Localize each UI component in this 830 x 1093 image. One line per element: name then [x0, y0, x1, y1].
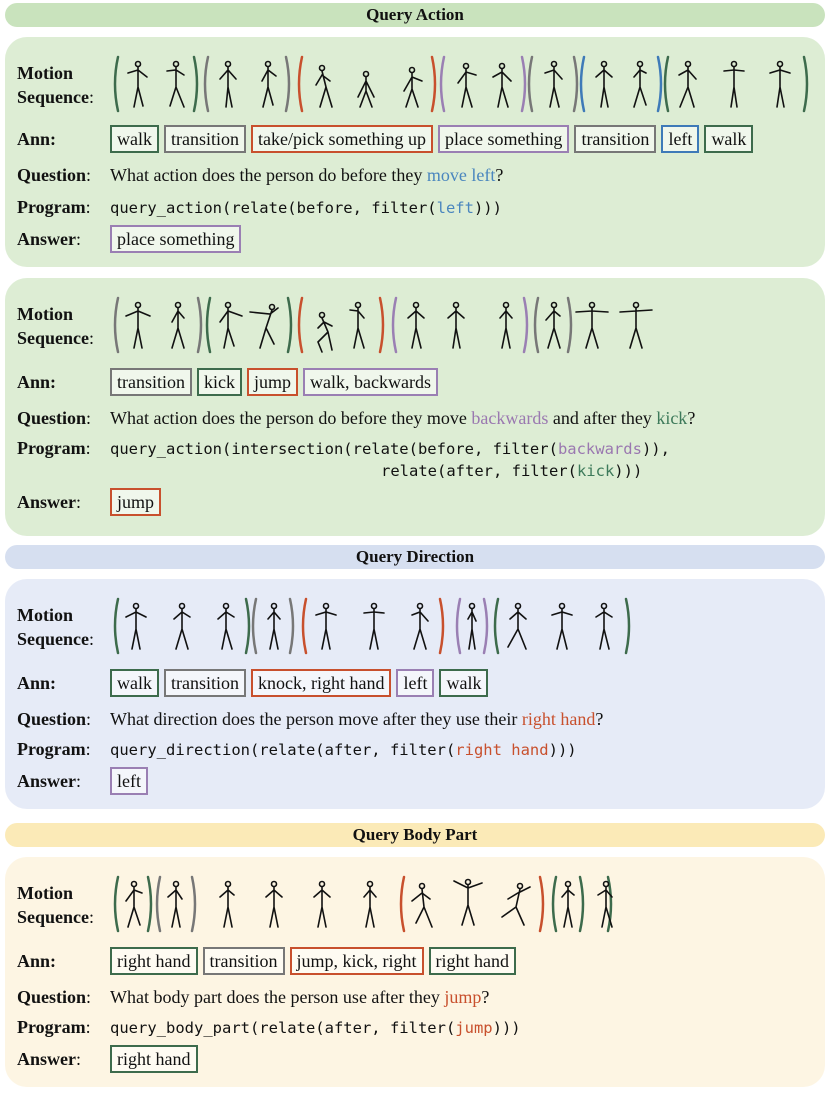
question-text: What action does the person do before they move backwards and after they kick?: [110, 408, 696, 428]
motion-sequence-figures: [110, 873, 650, 939]
program-row: [17, 438, 815, 486]
answer-row: [17, 767, 815, 797]
question-label: Question:: [17, 165, 92, 185]
motion-sequence-row: [17, 601, 815, 661]
question-label: Question:: [17, 408, 92, 428]
motion-sequence-row: [17, 59, 815, 119]
annotation-tag: place something: [438, 125, 569, 153]
motion-sequence-label: Motion Sequence:: [17, 63, 95, 107]
annotation-tag: walk, backwards: [303, 368, 438, 396]
answer-label: Answer:: [17, 492, 82, 512]
annotation-tag: walk: [110, 125, 159, 153]
question-row: [17, 987, 815, 1011]
question-label: Question:: [17, 987, 92, 1007]
annotation-tag: transition: [203, 947, 285, 975]
motion-sequence-figures: [110, 53, 810, 119]
program-code: query_action(relate(before, filter(left))): [110, 199, 502, 217]
example-panel-3: [5, 579, 825, 809]
annotation-tag: walk: [110, 669, 159, 697]
question-text: What action does the person do before they move left?: [110, 165, 504, 185]
answer-row: [17, 1045, 815, 1075]
program-code: query_action(intersection(relate(before, filter(backwards)),: [110, 440, 670, 458]
annotation-tag: left: [396, 669, 434, 697]
answer-tag: right hand: [110, 1045, 198, 1073]
motion-sequence-label: Motion Sequence:: [17, 605, 95, 649]
annotation-tag: transition: [574, 125, 656, 153]
section-banner-query-direction: Query Direction: [5, 545, 825, 569]
annotation-row: [17, 125, 815, 155]
annotation-label: Ann:: [17, 951, 57, 971]
annotation-row: [17, 947, 815, 977]
program-code-line-2: relate(after, filter(kick))): [381, 462, 643, 480]
answer-row: [17, 225, 815, 255]
answer-tag: left: [110, 767, 148, 795]
program-code: query_body_part(relate(after, filter(jump))): [110, 1019, 521, 1037]
section-banner-query-action: Query Action: [5, 3, 825, 27]
program-row: [17, 1017, 815, 1041]
annotation-label: Ann:: [17, 372, 57, 392]
annotation-tag: right hand: [429, 947, 517, 975]
motion-sequence-figures: [110, 294, 670, 360]
annotation-row: [17, 368, 815, 398]
answer-label: Answer:: [17, 229, 82, 249]
motion-sequence-label: Motion Sequence:: [17, 883, 95, 927]
motion-sequence-label: Motion Sequence:: [17, 304, 95, 348]
question-label: Question:: [17, 709, 92, 729]
annotation-tag: knock, right hand: [251, 669, 391, 697]
question-row: [17, 709, 815, 733]
question-row: [17, 165, 815, 189]
annotation-tag: jump, kick, right: [290, 947, 424, 975]
annotation-label: Ann:: [17, 673, 57, 693]
motion-sequence-row: [17, 879, 815, 939]
annotation-row: [17, 669, 815, 699]
program-label: Program:: [17, 739, 91, 759]
answer-label: Answer:: [17, 1049, 82, 1069]
annotation-label: Ann:: [17, 129, 57, 149]
program-code: query_direction(relate(after, filter(right hand))): [110, 741, 577, 759]
annotation-tag: transition: [164, 669, 246, 697]
answer-label: Answer:: [17, 771, 82, 791]
annotation-tag: transition: [110, 368, 192, 396]
annotation-tag: jump: [247, 368, 298, 396]
motion-sequence-row: [17, 300, 815, 360]
example-panel-2: [5, 278, 825, 536]
program-label: Program:: [17, 438, 91, 458]
annotation-tag: take/pick something up: [251, 125, 433, 153]
program-row: [17, 197, 815, 221]
annotation-tag: right hand: [110, 947, 198, 975]
annotation-tag: left: [661, 125, 699, 153]
example-panel-1: [5, 37, 825, 267]
answer-row: [17, 488, 815, 518]
question-text: What body part does the person use after they jump?: [110, 987, 490, 1007]
program-row: [17, 739, 815, 763]
answer-tag: place something: [110, 225, 241, 253]
answer-tag: jump: [110, 488, 161, 516]
annotation-tag: walk: [439, 669, 488, 697]
example-panel-4: [5, 857, 825, 1087]
question-text: What direction does the person move after they use their right hand?: [110, 709, 604, 729]
section-banner-query-body-part: Query Body Part: [5, 823, 825, 847]
motion-sequence-figures: [110, 595, 650, 661]
annotation-tag: transition: [164, 125, 246, 153]
program-label: Program:: [17, 197, 91, 217]
annotation-tag: walk: [704, 125, 753, 153]
question-row: [17, 408, 815, 432]
annotation-tag: kick: [197, 368, 242, 396]
program-label: Program:: [17, 1017, 91, 1037]
